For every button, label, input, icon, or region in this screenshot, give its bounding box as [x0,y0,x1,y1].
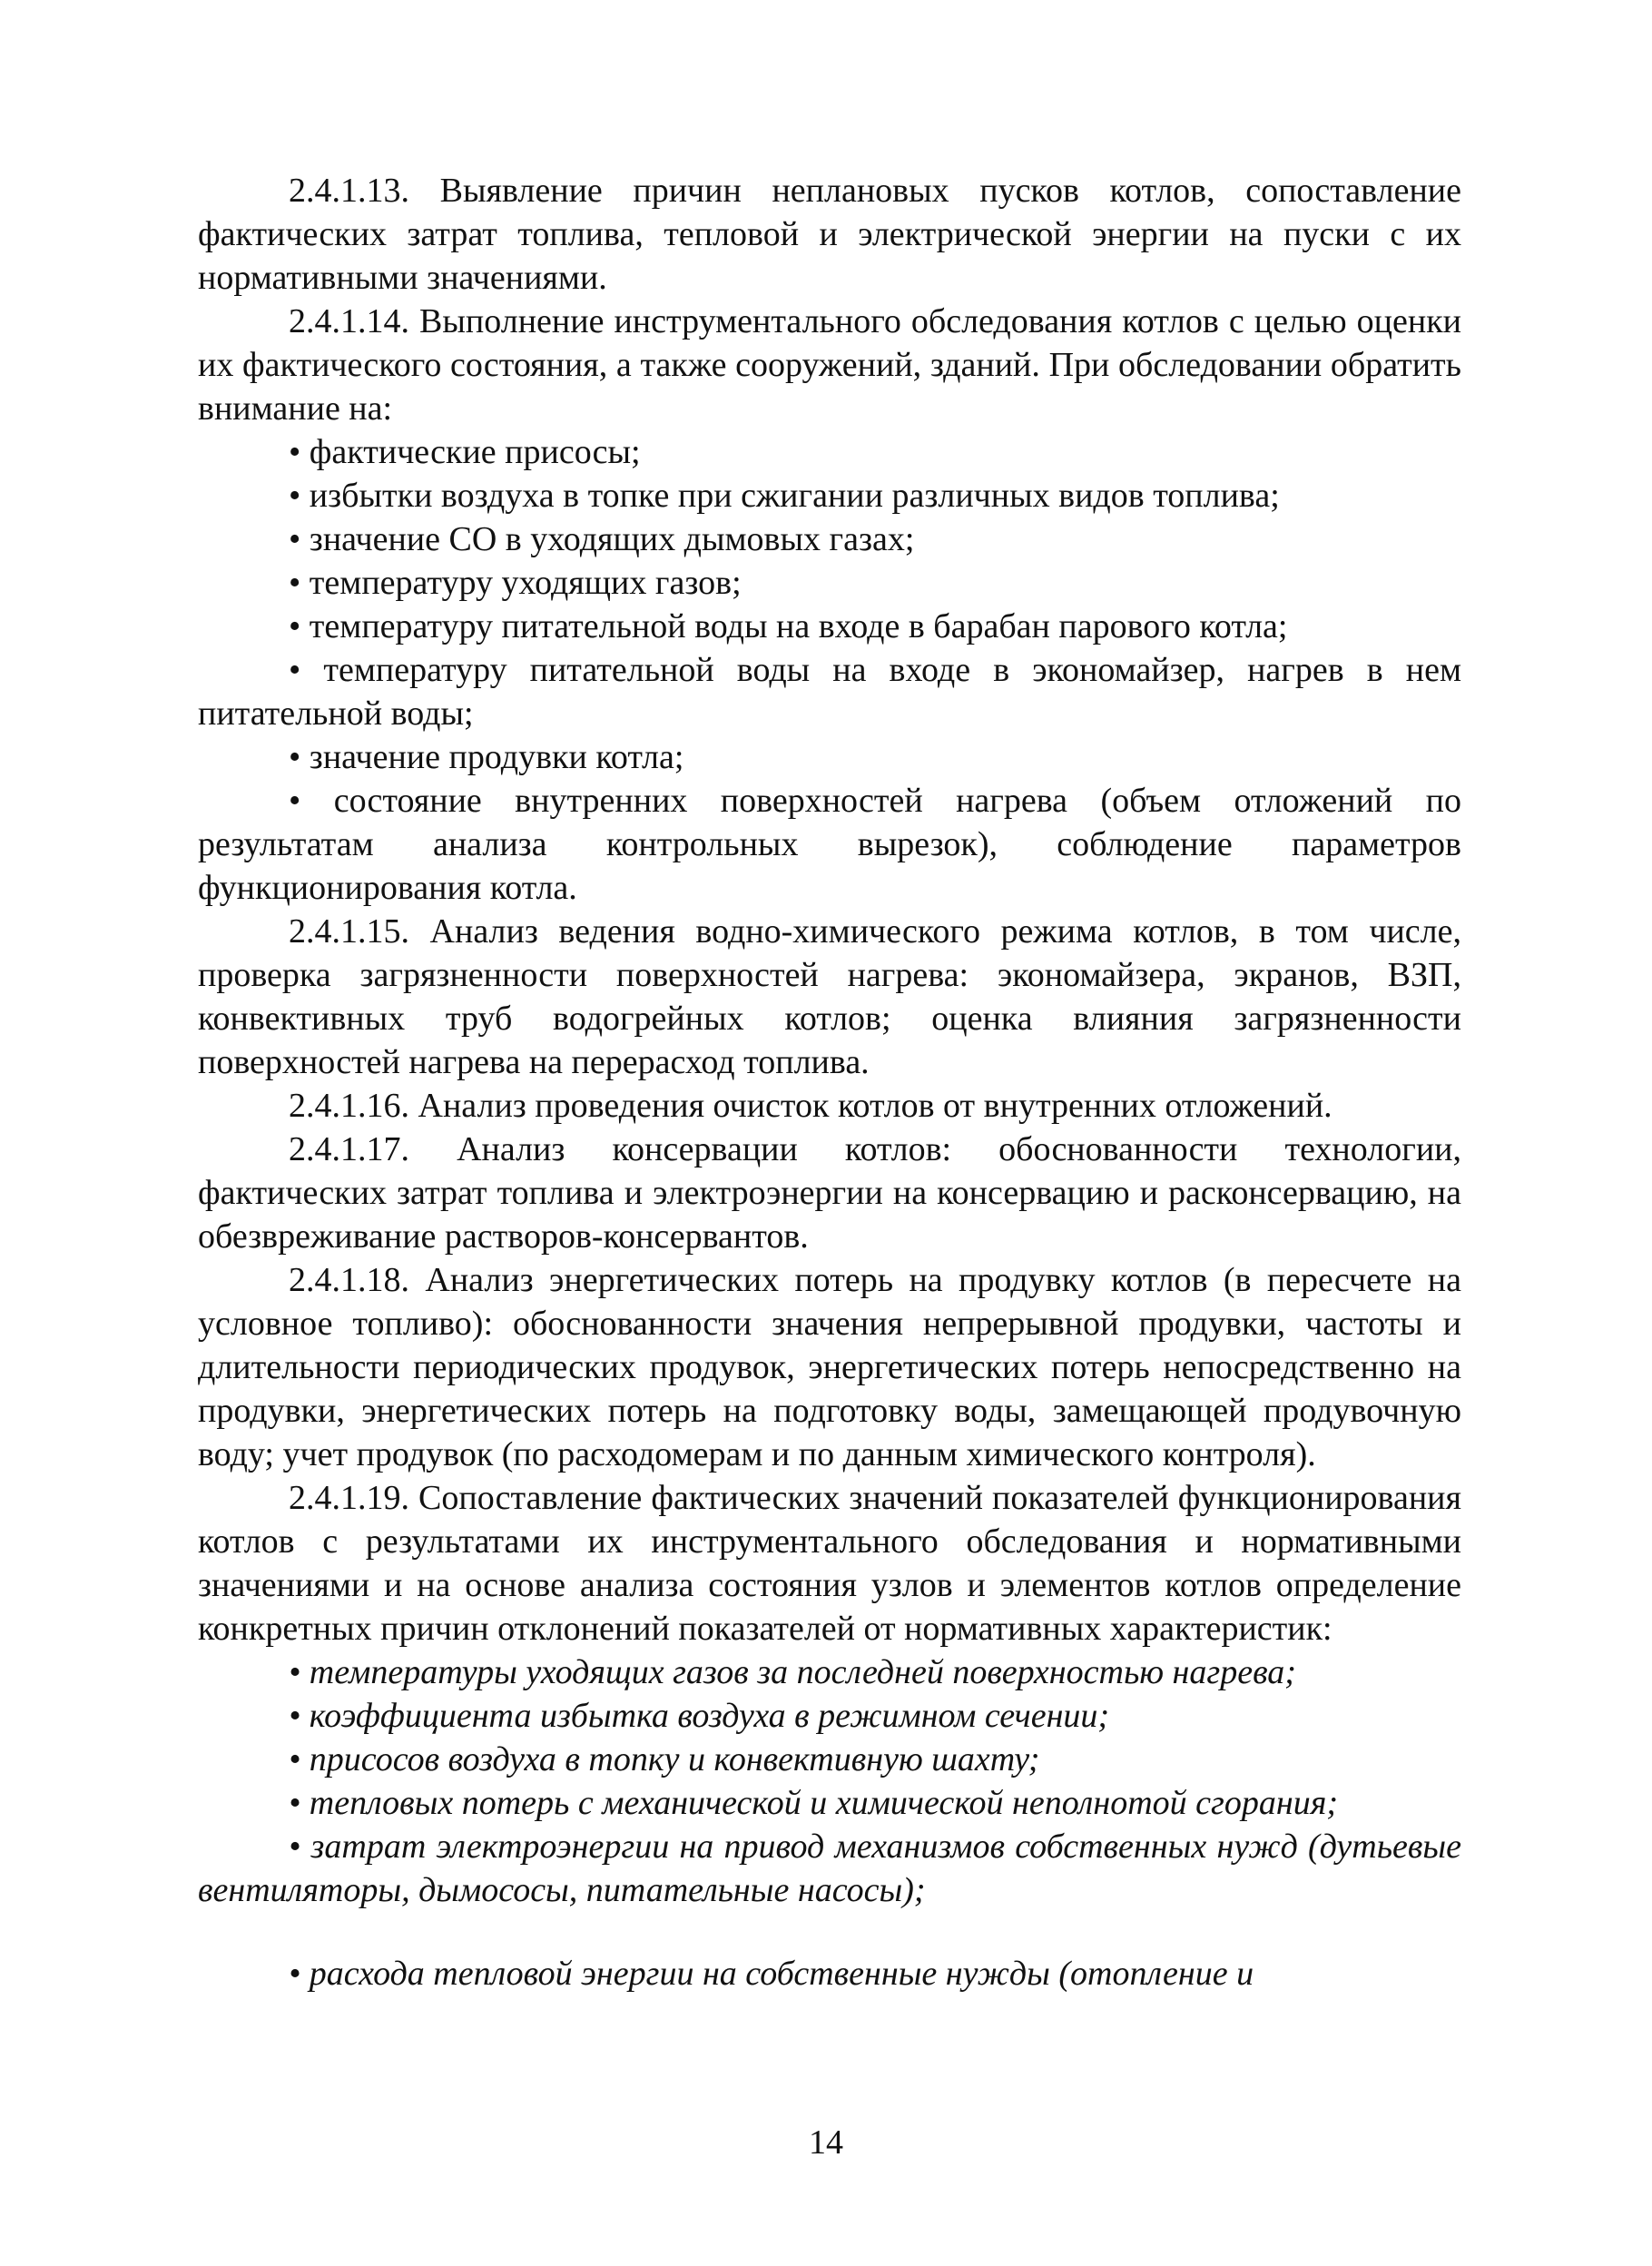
bullet-item-italic: • температуры уходящих газов за последней поверхностью нагрева; [289,1653,1296,1691]
bullet-item-italic: • расхода тепловой энергии на собственные нужды (отопление и [289,1955,1254,1993]
bullet-item: • температуру уходящих газов; [289,564,742,602]
document-body [198,169,1461,1995]
section-paragraph: 2.4.1.17. Анализ консервации котлов: обоснованности технологии, фактических затрат топлива и электроэнергии на консервацию и расконсервацию, на обезвреживание растворов-консервантов. [198,1130,1461,1256]
bullet-item: • значение СО в уходящих дымовых газах; [289,520,915,558]
section-paragraph: 2.4.1.16. Анализ проведения очисток котлов от внутренних отложений. [289,1087,1332,1125]
bullet-item-italic: • затрат электроэнергии на привод механизмов собственных нужд (дутьевые вентиляторы, дымососы, питательные насосы); [198,1828,1461,1909]
section-paragraph: 2.4.1.15. Анализ ведения водно-химического режима котлов, в том числе, проверка загрязненности поверхностей нагрева: экономайзера, экранов, ВЗП, конвективных труб водогрейных котлов; оценка влияния загрязненности поверхностей нагрева на перерасход топлива. [198,912,1461,1081]
bullet-item: • температуру питательной воды на входе в барабан парового котла; [289,607,1288,645]
bullet-item-italic: • присосов воздуха в топку и конвективную шахту; [289,1740,1040,1778]
bullet-item: • значение продувки котла; [289,738,684,776]
bullet-item: • состояние внутренних поверхностей нагрева (объем отложений по результатам анализа контрольных вырезок), соблюдение параметров функционирования котла. [198,782,1461,907]
page-number: 14 [809,2123,843,2162]
bullet-item-italic: • коэффициента избытка воздуха в режимном сечении; [289,1697,1110,1735]
bullet-item: • фактические присосы; [289,433,641,471]
section-paragraph: 2.4.1.19. Сопоставление фактических значений показателей функционирования котлов с результатами их инструментального обследования и нормативными значениями и на основе анализа состояния узлов и элементов котлов определение конкретных причин отклонений показателей от нормативных характеристик: [198,1479,1461,1648]
paragraph-gap [198,1912,1461,1952]
section-paragraph: 2.4.1.18. Анализ энергетических потерь на продувку котлов (в пересчете на условное топливо): обоснованности значения непрерывной продувки, частоты и длительности периодических продувок, энергетических потерь непосредственно на продувки, энергетических потерь на подготовку воды, замещающей продувочную воду; учет продувок (по расходомерам и по данным химического контроля). [198,1261,1461,1473]
bullet-item: • температуру питательной воды на входе в экономайзер, нагрев в нем питательной воды; [198,651,1461,733]
bullet-item-italic: • тепловых потерь с механической и химической неполнотой сгорания; [289,1784,1339,1822]
bullet-item: • избытки воздуха в топке при сжигании различных видов топлива; [289,477,1280,515]
section-paragraph: 2.4.1.13. Выявление причин неплановых пусков котлов, сопоставление фактических затрат топлива, тепловой и электрической энергии на пуски с их нормативными значениями. [198,172,1461,297]
section-paragraph: 2.4.1.14. Выполнение инструментального обследования котлов с целью оценки их фактического состояния, а также сооружений, зданий. При обследовании обратить внимание на: [198,302,1461,428]
